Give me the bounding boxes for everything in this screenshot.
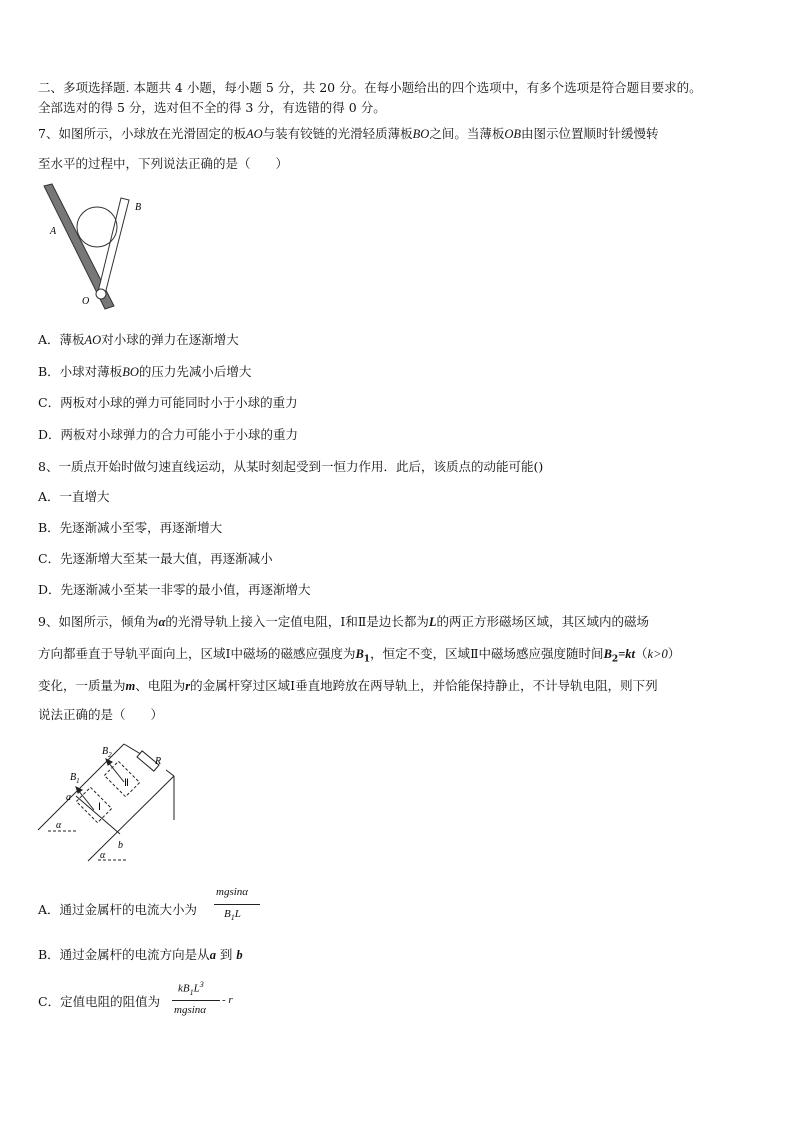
q7-option-a: A．薄板AO对小球的弹力在逐渐增大 xyxy=(38,332,239,347)
fig9-label-region1: Ⅰ xyxy=(98,802,101,813)
fig9-label-alpha2: α xyxy=(100,850,106,861)
q9-stem-line3: 变化，一质量为m、电阻为r的金属杆穿过区域Ⅰ垂直地跨放在两导轨上，并恰能保持静止，不计导轨电阻，则下列 xyxy=(38,678,658,693)
q9-option-c-denominator: mgsinα xyxy=(174,1004,207,1016)
q9-stem-line4: 说法正确的是（ ） xyxy=(38,707,164,722)
fig9-label-b1: $B_1$ xyxy=(70,772,80,785)
fig9-label-alpha1: α xyxy=(56,820,62,831)
q7-option-b: B．小球对薄板BO的压力先减小后增大 xyxy=(38,364,252,379)
fig7-label-o: O xyxy=(82,296,90,307)
q9-stem-line1: 9、如图所示，倾角为α的光滑导轨上接入一定值电阻，Ⅰ和Ⅱ是边长都为L的两正方形磁场区域，其区域内的磁场 xyxy=(38,614,650,629)
q9-option-c: C．定值电阻的阻值为 xyxy=(38,994,161,1009)
q9-figure xyxy=(38,738,188,868)
q8-option-d: D．先逐渐减小至某一非零的最小值，再逐渐增大 xyxy=(38,582,311,597)
board-bo xyxy=(97,198,129,298)
q8-stem: 8、一质点开始时做匀速直线运动，从某时刻起受到一恒力作用．此后，该质点的动能可能() xyxy=(38,459,544,474)
fig9-label-r: R xyxy=(155,756,162,767)
fig9-label-region2: Ⅱ xyxy=(124,778,129,789)
q9-option-c-numerator: $kB_1L^3$ xyxy=(178,980,204,997)
q8-option-b: B．先逐渐减小至零，再逐渐增大 xyxy=(38,520,223,535)
q8-option-c: C．先逐渐增大至某一最大值，再逐渐减小 xyxy=(38,551,273,566)
q7-stem-line1: 7、如图所示，小球放在光滑固定的板AO与装有铰链的光滑轻质薄板BO之间。当薄板OB由图示位置顺时针缓慢转 xyxy=(38,126,659,141)
fig7-label-a: A xyxy=(50,226,57,237)
fig9-label-a: a xyxy=(66,792,71,803)
q7-option-d: D．两板对小球弹力的合力可能小于小球的重力 xyxy=(38,427,299,442)
fig9-label-b: b xyxy=(118,840,123,851)
fig7-label-b: B xyxy=(135,202,142,213)
q7-stem-line2: 至水平的过程中，下列说法正确的是（ ） xyxy=(38,156,289,171)
q9-stem-line2: 方向都垂直于导轨平面向上，区域Ⅰ中磁场的磁感应强度为$B_1$，恒定不变，区域Ⅱ中磁场感应强度随时间$B_2=kt(k>0)$ xyxy=(38,646,681,665)
q8-option-a: A．一直增大 xyxy=(38,489,110,504)
q9-option-a-fraction-bar xyxy=(214,904,260,905)
hinge xyxy=(96,289,106,299)
q7-option-c: C．两板对小球的弹力可能同时小于小球的重力 xyxy=(38,395,298,410)
fig9-label-b2: $B_2$ xyxy=(102,746,112,759)
section-heading-line2: 全部选对的得 5 分，选对但不全的得 3 分，有选错的得 0 分。 xyxy=(38,100,386,115)
q7-figure xyxy=(38,182,158,312)
q9-option-b: B．通过金属杆的电流方向是从a 到 b xyxy=(38,947,243,962)
q9-option-a: A．通过金属杆的电流大小为 xyxy=(38,902,198,917)
q9-option-c-fraction-bar xyxy=(172,1000,220,1001)
section-heading-line1: 二、多项选择题. 本题共 4 小题，每小题 5 分，共 20 分。在每小题给出的四个选项中，有多个选项是符合题目要求的。 xyxy=(38,80,702,95)
q9-option-a-denominator: $B_1L$ xyxy=(224,908,241,923)
q9-option-a-numerator: mgsinα xyxy=(216,886,249,898)
ball xyxy=(77,207,117,247)
q9-option-c-tail: - r xyxy=(222,994,233,1006)
